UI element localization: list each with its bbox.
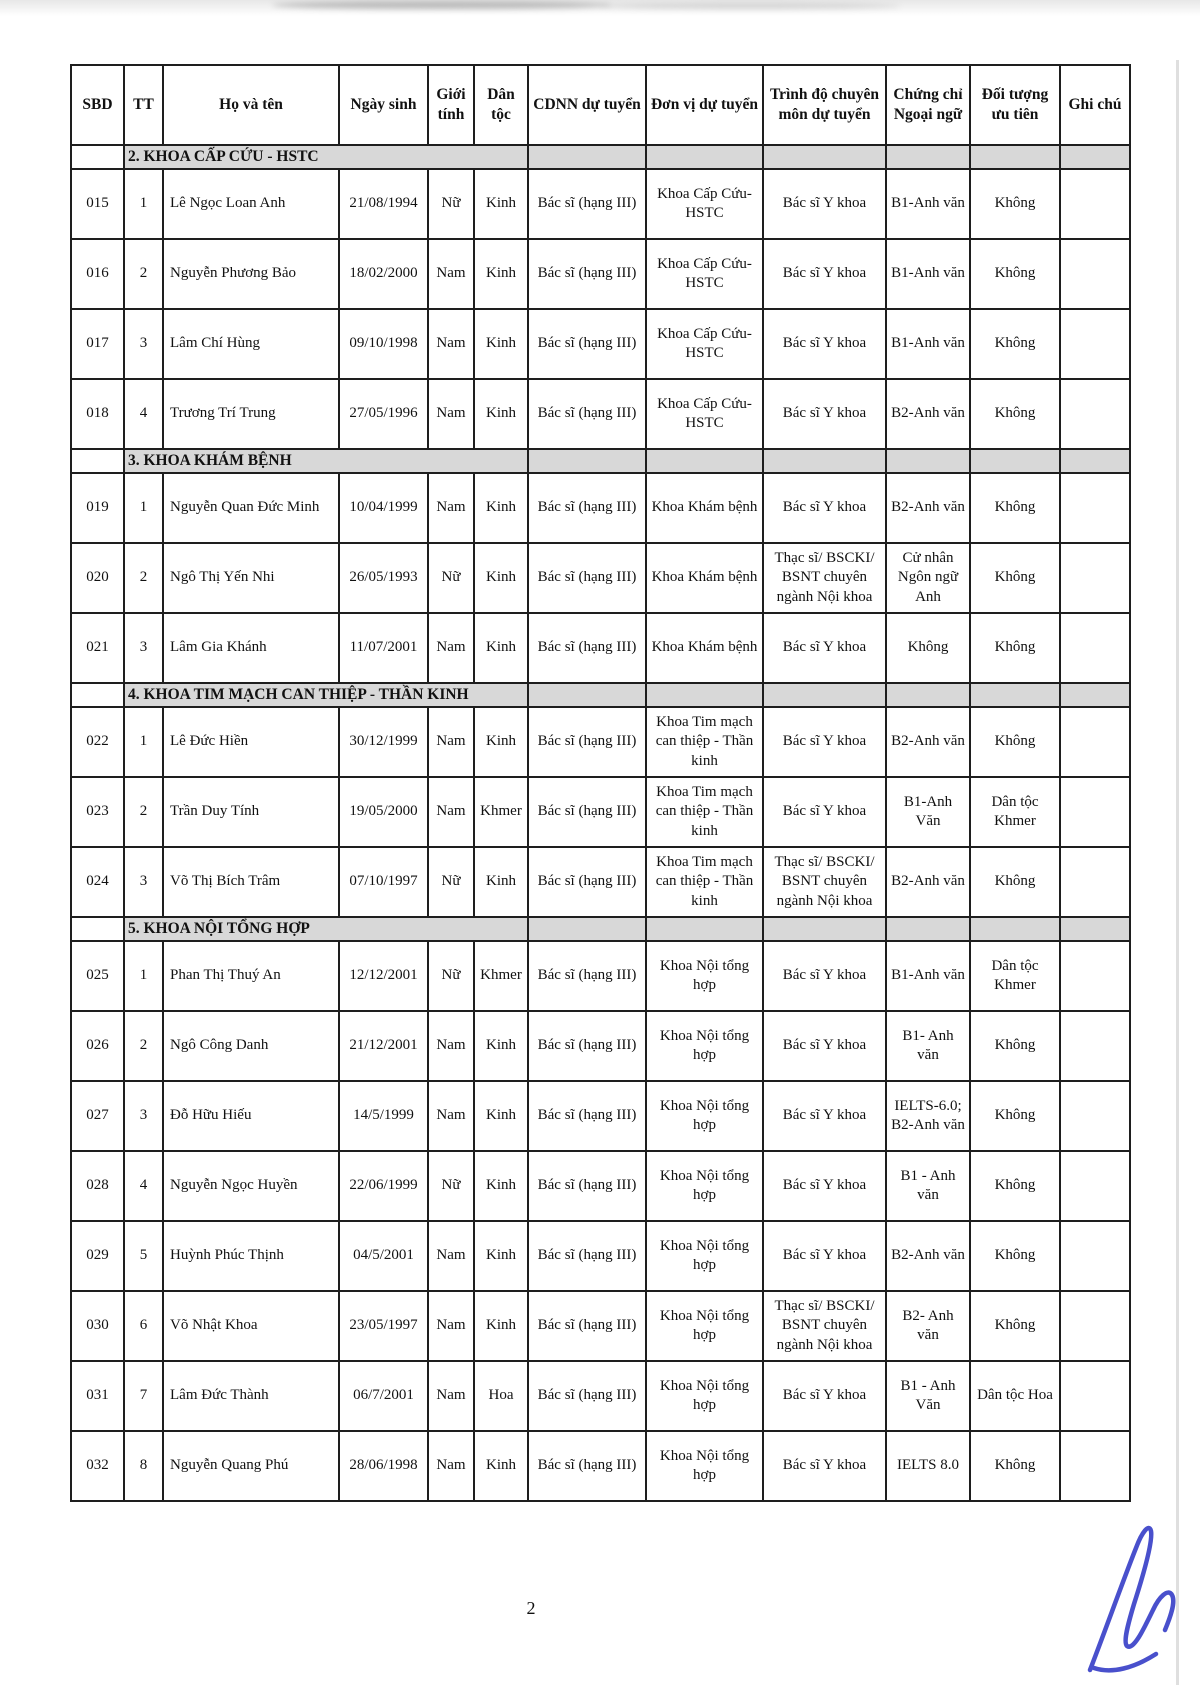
- section-filler-cell: [763, 145, 886, 169]
- cell-sbd: 032: [71, 1431, 124, 1501]
- cell-degree: Bác sĩ Y khoa: [763, 1431, 886, 1501]
- cell-ethnic: Kinh: [474, 1291, 528, 1361]
- cell-ethnic: Kinh: [474, 613, 528, 683]
- cell-sbd: 021: [71, 613, 124, 683]
- section-title: 3. KHOA KHÁM BỆNH: [124, 449, 528, 473]
- cell-name: Nguyễn Quan Đức Minh: [163, 473, 339, 543]
- cell-degree: Bác sĩ Y khoa: [763, 1151, 886, 1221]
- cell-degree: Bác sĩ Y khoa: [763, 707, 886, 777]
- cell-unit: Khoa Cấp Cứu-HSTC: [646, 379, 763, 449]
- table-row: [71, 309, 1130, 379]
- cell-cdnn: Bác sĩ (hạng III): [528, 169, 646, 239]
- cell-tt: 2: [124, 1011, 163, 1081]
- cell-name: Lâm Đức Thành: [163, 1361, 339, 1431]
- cell-priority: Không: [970, 239, 1060, 309]
- column-header-note: Ghi chú: [1060, 65, 1130, 145]
- cell-gender: Nam: [428, 1081, 474, 1151]
- column-header-dob: Ngày sinh: [339, 65, 428, 145]
- table-row: [71, 239, 1130, 309]
- cell-note: [1060, 543, 1130, 613]
- cell-degree: Bác sĩ Y khoa: [763, 1081, 886, 1151]
- cell-dob: 30/12/1999: [339, 707, 428, 777]
- section-filler-cell: [528, 145, 646, 169]
- cell-gender: Nam: [428, 473, 474, 543]
- cell-tt: 5: [124, 1221, 163, 1291]
- cell-cdnn: Bác sĩ (hạng III): [528, 777, 646, 847]
- column-header-sbd: SBD: [71, 65, 124, 145]
- cell-sbd: 016: [71, 239, 124, 309]
- cell-priority: Không: [970, 169, 1060, 239]
- cell-name: Lê Ngọc Loan Anh: [163, 169, 339, 239]
- cell-note: [1060, 941, 1130, 1011]
- cell-name: Ngô Thị Yến Nhi: [163, 543, 339, 613]
- cell-gender: Nam: [428, 1011, 474, 1081]
- cell-name: Nguyễn Phương Bảo: [163, 239, 339, 309]
- cell-tt: 2: [124, 543, 163, 613]
- cell-priority: Không: [970, 1221, 1060, 1291]
- cell-gender: Nữ: [428, 941, 474, 1011]
- cell-tt: 3: [124, 847, 163, 917]
- cell-tt: 6: [124, 1291, 163, 1361]
- cell-tt: 7: [124, 1361, 163, 1431]
- cell-degree: Bác sĩ Y khoa: [763, 777, 886, 847]
- cell-priority: Không: [970, 1431, 1060, 1501]
- cell-cert: B1-Anh văn: [886, 169, 970, 239]
- cell-dob: 28/06/1998: [339, 1431, 428, 1501]
- scan-smudge: [272, 1, 612, 9]
- section-filler-cell: [886, 145, 970, 169]
- cell-gender: Nam: [428, 239, 474, 309]
- cell-cert: B1-Anh văn: [886, 309, 970, 379]
- section-filler-cell: [528, 917, 646, 941]
- cell-note: [1060, 707, 1130, 777]
- cell-degree: Bác sĩ Y khoa: [763, 941, 886, 1011]
- table-row: [71, 379, 1130, 449]
- cell-tt: 1: [124, 941, 163, 1011]
- table-row: [71, 1081, 1130, 1151]
- cell-cdnn: Bác sĩ (hạng III): [528, 707, 646, 777]
- cell-degree: Bác sĩ Y khoa: [763, 1011, 886, 1081]
- section-blank-cell: [71, 145, 124, 169]
- column-header-cert: Chứng chỉ Ngoại ngữ: [886, 65, 970, 145]
- cell-gender: Nữ: [428, 1151, 474, 1221]
- cell-name: Võ Nhật Khoa: [163, 1291, 339, 1361]
- cell-gender: Nam: [428, 613, 474, 683]
- cell-tt: 4: [124, 379, 163, 449]
- table-row: [71, 1011, 1130, 1081]
- cell-unit: Khoa Khám bệnh: [646, 473, 763, 543]
- cell-note: [1060, 613, 1130, 683]
- cell-dob: 07/10/1997: [339, 847, 428, 917]
- cell-name: Nguyễn Ngọc Huyền: [163, 1151, 339, 1221]
- cell-cdnn: Bác sĩ (hạng III): [528, 1011, 646, 1081]
- cell-sbd: 028: [71, 1151, 124, 1221]
- cell-name: Huỳnh Phúc Thịnh: [163, 1221, 339, 1291]
- cell-gender: Nam: [428, 309, 474, 379]
- column-header-unit: Đơn vị dự tuyển: [646, 65, 763, 145]
- section-row: [71, 917, 1130, 941]
- cell-ethnic: Kinh: [474, 1081, 528, 1151]
- cell-ethnic: Kinh: [474, 847, 528, 917]
- cell-ethnic: Khmer: [474, 777, 528, 847]
- cell-priority: Không: [970, 379, 1060, 449]
- cell-dob: 12/12/2001: [339, 941, 428, 1011]
- cell-note: [1060, 309, 1130, 379]
- section-filler-cell: [970, 449, 1060, 473]
- scan-top-shading: [0, 0, 1200, 16]
- cell-cert: Không: [886, 613, 970, 683]
- section-filler-cell: [528, 449, 646, 473]
- cell-dob: 21/08/1994: [339, 169, 428, 239]
- cell-gender: Nam: [428, 1361, 474, 1431]
- cell-cert: IELTS-6.0; B2-Anh văn: [886, 1081, 970, 1151]
- cell-dob: 26/05/1993: [339, 543, 428, 613]
- section-row: [71, 145, 1130, 169]
- cell-note: [1060, 1431, 1130, 1501]
- cell-tt: 8: [124, 1431, 163, 1501]
- cell-unit: Khoa Nội tổng hợp: [646, 1151, 763, 1221]
- table-row: [71, 941, 1130, 1011]
- cell-tt: 3: [124, 613, 163, 683]
- table-row: [71, 707, 1130, 777]
- section-filler-cell: [1060, 449, 1130, 473]
- cell-name: Trần Duy Tính: [163, 777, 339, 847]
- cell-priority: Không: [970, 707, 1060, 777]
- cell-ethnic: Kinh: [474, 379, 528, 449]
- cell-ethnic: Kinh: [474, 309, 528, 379]
- cell-ethnic: Kinh: [474, 1011, 528, 1081]
- cell-unit: Khoa Nội tổng hợp: [646, 1011, 763, 1081]
- cell-priority: Dân tộc Khmer: [970, 941, 1060, 1011]
- cell-name: Lâm Gia Khánh: [163, 613, 339, 683]
- section-filler-cell: [1060, 917, 1130, 941]
- cell-ethnic: Hoa: [474, 1361, 528, 1431]
- cell-priority: Không: [970, 1081, 1060, 1151]
- cell-cert: B1-Anh văn: [886, 239, 970, 309]
- cell-name: Lê Đức Hiền: [163, 707, 339, 777]
- cell-sbd: 024: [71, 847, 124, 917]
- cell-cert: B2-Anh văn: [886, 707, 970, 777]
- cell-sbd: 018: [71, 379, 124, 449]
- cell-degree: Bác sĩ Y khoa: [763, 379, 886, 449]
- column-header-tt: TT: [124, 65, 163, 145]
- table-row: [71, 1221, 1130, 1291]
- cell-gender: Nữ: [428, 169, 474, 239]
- section-title: 2. KHOA CẤP CỨU - HSTC: [124, 145, 528, 169]
- section-filler-cell: [970, 145, 1060, 169]
- section-filler-cell: [1060, 683, 1130, 707]
- cell-sbd: 022: [71, 707, 124, 777]
- section-blank-cell: [71, 449, 124, 473]
- cell-sbd: 030: [71, 1291, 124, 1361]
- cell-ethnic: Kinh: [474, 1151, 528, 1221]
- cell-cert: B2-Anh văn: [886, 847, 970, 917]
- cell-unit: Khoa Tim mạch can thiệp - Thần kinh: [646, 847, 763, 917]
- cell-ethnic: Khmer: [474, 941, 528, 1011]
- cell-cert: B1-Anh văn: [886, 941, 970, 1011]
- candidate-table: [70, 64, 1131, 1502]
- cell-degree: Thạc sĩ/ BSCKI/ BSNT chuyên ngành Nội khoa: [763, 1291, 886, 1361]
- cell-name: Phan Thị Thuý An: [163, 941, 339, 1011]
- section-blank-cell: [71, 683, 124, 707]
- column-header-priority: Đối tượng ưu tiên: [970, 65, 1060, 145]
- cell-tt: 4: [124, 1151, 163, 1221]
- cell-ethnic: Kinh: [474, 169, 528, 239]
- cell-degree: Thạc sĩ/ BSCKI/ BSNT chuyên ngành Nội khoa: [763, 847, 886, 917]
- cell-gender: Nam: [428, 1431, 474, 1501]
- table-row: [71, 1291, 1130, 1361]
- cell-degree: Bác sĩ Y khoa: [763, 309, 886, 379]
- section-filler-cell: [886, 683, 970, 707]
- table-row: [71, 847, 1130, 917]
- table-row: [71, 613, 1130, 683]
- cell-cdnn: Bác sĩ (hạng III): [528, 1221, 646, 1291]
- cell-unit: Khoa Cấp Cứu-HSTC: [646, 169, 763, 239]
- table-row: [71, 777, 1130, 847]
- cell-sbd: 017: [71, 309, 124, 379]
- cell-priority: Không: [970, 473, 1060, 543]
- cell-cdnn: Bác sĩ (hạng III): [528, 1151, 646, 1221]
- section-filler-cell: [528, 683, 646, 707]
- cell-cert: B2- Anh văn: [886, 1291, 970, 1361]
- cell-cert: B1 - Anh văn: [886, 1151, 970, 1221]
- cell-cdnn: Bác sĩ (hạng III): [528, 847, 646, 917]
- cell-priority: Không: [970, 847, 1060, 917]
- cell-priority: Không: [970, 1011, 1060, 1081]
- cell-ethnic: Kinh: [474, 239, 528, 309]
- cell-dob: 19/05/2000: [339, 777, 428, 847]
- cell-degree: Bác sĩ Y khoa: [763, 239, 886, 309]
- cell-dob: 22/06/1999: [339, 1151, 428, 1221]
- cell-sbd: 015: [71, 169, 124, 239]
- cell-note: [1060, 1361, 1130, 1431]
- cell-unit: Khoa Tim mạch can thiệp - Thần kinh: [646, 777, 763, 847]
- cell-cert: B2-Anh văn: [886, 473, 970, 543]
- cell-gender: Nam: [428, 379, 474, 449]
- table-row: [71, 543, 1130, 613]
- cell-cdnn: Bác sĩ (hạng III): [528, 1431, 646, 1501]
- cell-cert: B1 - Anh Văn: [886, 1361, 970, 1431]
- cell-degree: Bác sĩ Y khoa: [763, 1361, 886, 1431]
- cell-note: [1060, 1291, 1130, 1361]
- cell-sbd: 019: [71, 473, 124, 543]
- cell-tt: 2: [124, 239, 163, 309]
- cell-name: Võ Thị Bích Trâm: [163, 847, 339, 917]
- section-filler-cell: [646, 917, 763, 941]
- section-title: 5. KHOA NỘI TỔNG HỢP: [124, 917, 528, 941]
- page-number: 2: [526, 1598, 536, 1618]
- cell-note: [1060, 1081, 1130, 1151]
- cell-degree: Bác sĩ Y khoa: [763, 169, 886, 239]
- section-filler-cell: [646, 449, 763, 473]
- cell-degree: Bác sĩ Y khoa: [763, 1221, 886, 1291]
- cell-priority: Không: [970, 613, 1060, 683]
- cell-dob: 27/05/1996: [339, 379, 428, 449]
- cell-dob: 14/5/1999: [339, 1081, 428, 1151]
- section-filler-cell: [886, 917, 970, 941]
- section-filler-cell: [646, 145, 763, 169]
- cell-note: [1060, 239, 1130, 309]
- cell-dob: 11/07/2001: [339, 613, 428, 683]
- cell-cdnn: Bác sĩ (hạng III): [528, 543, 646, 613]
- cell-note: [1060, 1221, 1130, 1291]
- cell-degree: Thạc sĩ/ BSCKI/ BSNT chuyên ngành Nội khoa: [763, 543, 886, 613]
- cell-dob: 10/04/1999: [339, 473, 428, 543]
- cell-cdnn: Bác sĩ (hạng III): [528, 1361, 646, 1431]
- cell-gender: Nữ: [428, 847, 474, 917]
- cell-gender: Nam: [428, 1221, 474, 1291]
- cell-name: Trương Trí Trung: [163, 379, 339, 449]
- section-filler-cell: [1060, 145, 1130, 169]
- cell-name: Nguyễn Quang Phú: [163, 1431, 339, 1501]
- cell-priority: Dân tộc Hoa: [970, 1361, 1060, 1431]
- table-row: [71, 473, 1130, 543]
- cell-note: [1060, 847, 1130, 917]
- cell-dob: 06/7/2001: [339, 1361, 428, 1431]
- table-row: [71, 169, 1130, 239]
- cell-gender: Nam: [428, 707, 474, 777]
- cell-dob: 21/12/2001: [339, 1011, 428, 1081]
- cell-unit: Khoa Nội tổng hợp: [646, 941, 763, 1011]
- cell-ethnic: Kinh: [474, 543, 528, 613]
- section-filler-cell: [886, 449, 970, 473]
- cell-degree: Bác sĩ Y khoa: [763, 613, 886, 683]
- section-title: 4. KHOA TIM MẠCH CAN THIỆP - THẦN KINH: [124, 683, 528, 707]
- cell-unit: Khoa Cấp Cứu-HSTC: [646, 239, 763, 309]
- column-header-ethnic: Dân tộc: [474, 65, 528, 145]
- section-row: [71, 449, 1130, 473]
- cell-sbd: 020: [71, 543, 124, 613]
- table-row: [71, 1431, 1130, 1501]
- cell-gender: Nữ: [428, 543, 474, 613]
- cell-note: [1060, 1011, 1130, 1081]
- table-row: [71, 1361, 1130, 1431]
- cell-sbd: 026: [71, 1011, 124, 1081]
- cell-dob: 23/05/1997: [339, 1291, 428, 1361]
- column-header-cdnn: CDNN dự tuyển: [528, 65, 646, 145]
- column-header-name: Họ và tên: [163, 65, 339, 145]
- cell-ethnic: Kinh: [474, 1431, 528, 1501]
- cell-cdnn: Bác sĩ (hạng III): [528, 239, 646, 309]
- cell-cdnn: Bác sĩ (hạng III): [528, 379, 646, 449]
- cell-unit: Khoa Khám bệnh: [646, 613, 763, 683]
- scan-smudge: [600, 3, 900, 9]
- cell-name: Lâm Chí Hùng: [163, 309, 339, 379]
- section-filler-cell: [763, 683, 886, 707]
- cell-tt: 2: [124, 777, 163, 847]
- cell-tt: 1: [124, 169, 163, 239]
- cell-sbd: 031: [71, 1361, 124, 1431]
- cell-tt: 3: [124, 1081, 163, 1151]
- section-filler-cell: [970, 683, 1060, 707]
- cell-cert: B2-Anh văn: [886, 379, 970, 449]
- cell-cert: B1- Anh văn: [886, 1011, 970, 1081]
- cell-cdnn: Bác sĩ (hạng III): [528, 309, 646, 379]
- cell-cdnn: Bác sĩ (hạng III): [528, 613, 646, 683]
- cell-priority: Dân tộc Khmer: [970, 777, 1060, 847]
- column-header-gender: Giới tính: [428, 65, 474, 145]
- cell-priority: Không: [970, 1151, 1060, 1221]
- cell-unit: Khoa Nội tổng hợp: [646, 1361, 763, 1431]
- cell-sbd: 025: [71, 941, 124, 1011]
- signature-ink: [1082, 1516, 1200, 1684]
- cell-cert: Cử nhân Ngôn ngữ Anh: [886, 543, 970, 613]
- section-row: [71, 683, 1130, 707]
- cell-sbd: 023: [71, 777, 124, 847]
- cell-unit: Khoa Tim mạch can thiệp - Thần kinh: [646, 707, 763, 777]
- cell-dob: 09/10/1998: [339, 309, 428, 379]
- section-filler-cell: [763, 449, 886, 473]
- cell-name: Đỗ Hữu Hiếu: [163, 1081, 339, 1151]
- cell-dob: 04/5/2001: [339, 1221, 428, 1291]
- cell-cdnn: Bác sĩ (hạng III): [528, 1291, 646, 1361]
- cell-cert: IELTS 8.0: [886, 1431, 970, 1501]
- cell-note: [1060, 777, 1130, 847]
- cell-note: [1060, 169, 1130, 239]
- cell-unit: Khoa Cấp Cứu-HSTC: [646, 309, 763, 379]
- cell-priority: Không: [970, 543, 1060, 613]
- cell-name: Ngô Công Danh: [163, 1011, 339, 1081]
- cell-gender: Nam: [428, 777, 474, 847]
- section-filler-cell: [763, 917, 886, 941]
- cell-unit: Khoa Nội tổng hợp: [646, 1291, 763, 1361]
- cell-ethnic: Kinh: [474, 1221, 528, 1291]
- section-blank-cell: [71, 917, 124, 941]
- cell-unit: Khoa Nội tổng hợp: [646, 1221, 763, 1291]
- cell-cdnn: Bác sĩ (hạng III): [528, 941, 646, 1011]
- cell-note: [1060, 1151, 1130, 1221]
- table-row: [71, 1151, 1130, 1221]
- cell-dob: 18/02/2000: [339, 239, 428, 309]
- table-body: [71, 145, 1130, 1501]
- cell-cert: B2-Anh văn: [886, 1221, 970, 1291]
- cell-cert: B1-Anh Văn: [886, 777, 970, 847]
- cell-tt: 1: [124, 473, 163, 543]
- cell-note: [1060, 379, 1130, 449]
- cell-unit: Khoa Nội tổng hợp: [646, 1431, 763, 1501]
- cell-sbd: 029: [71, 1221, 124, 1291]
- cell-unit: Khoa Khám bệnh: [646, 543, 763, 613]
- header-row: [71, 65, 1130, 145]
- cell-tt: 3: [124, 309, 163, 379]
- scan-page-edge: [1176, 60, 1179, 1685]
- cell-cdnn: Bác sĩ (hạng III): [528, 473, 646, 543]
- cell-priority: Không: [970, 1291, 1060, 1361]
- cell-gender: Nam: [428, 1291, 474, 1361]
- cell-tt: 1: [124, 707, 163, 777]
- column-header-degree: Trình độ chuyên môn dự tuyển: [763, 65, 886, 145]
- cell-cdnn: Bác sĩ (hạng III): [528, 1081, 646, 1151]
- cell-note: [1060, 473, 1130, 543]
- cell-ethnic: Kinh: [474, 707, 528, 777]
- cell-priority: Không: [970, 309, 1060, 379]
- cell-degree: Bác sĩ Y khoa: [763, 473, 886, 543]
- cell-ethnic: Kinh: [474, 473, 528, 543]
- cell-unit: Khoa Nội tổng hợp: [646, 1081, 763, 1151]
- section-filler-cell: [646, 683, 763, 707]
- cell-sbd: 027: [71, 1081, 124, 1151]
- section-filler-cell: [970, 917, 1060, 941]
